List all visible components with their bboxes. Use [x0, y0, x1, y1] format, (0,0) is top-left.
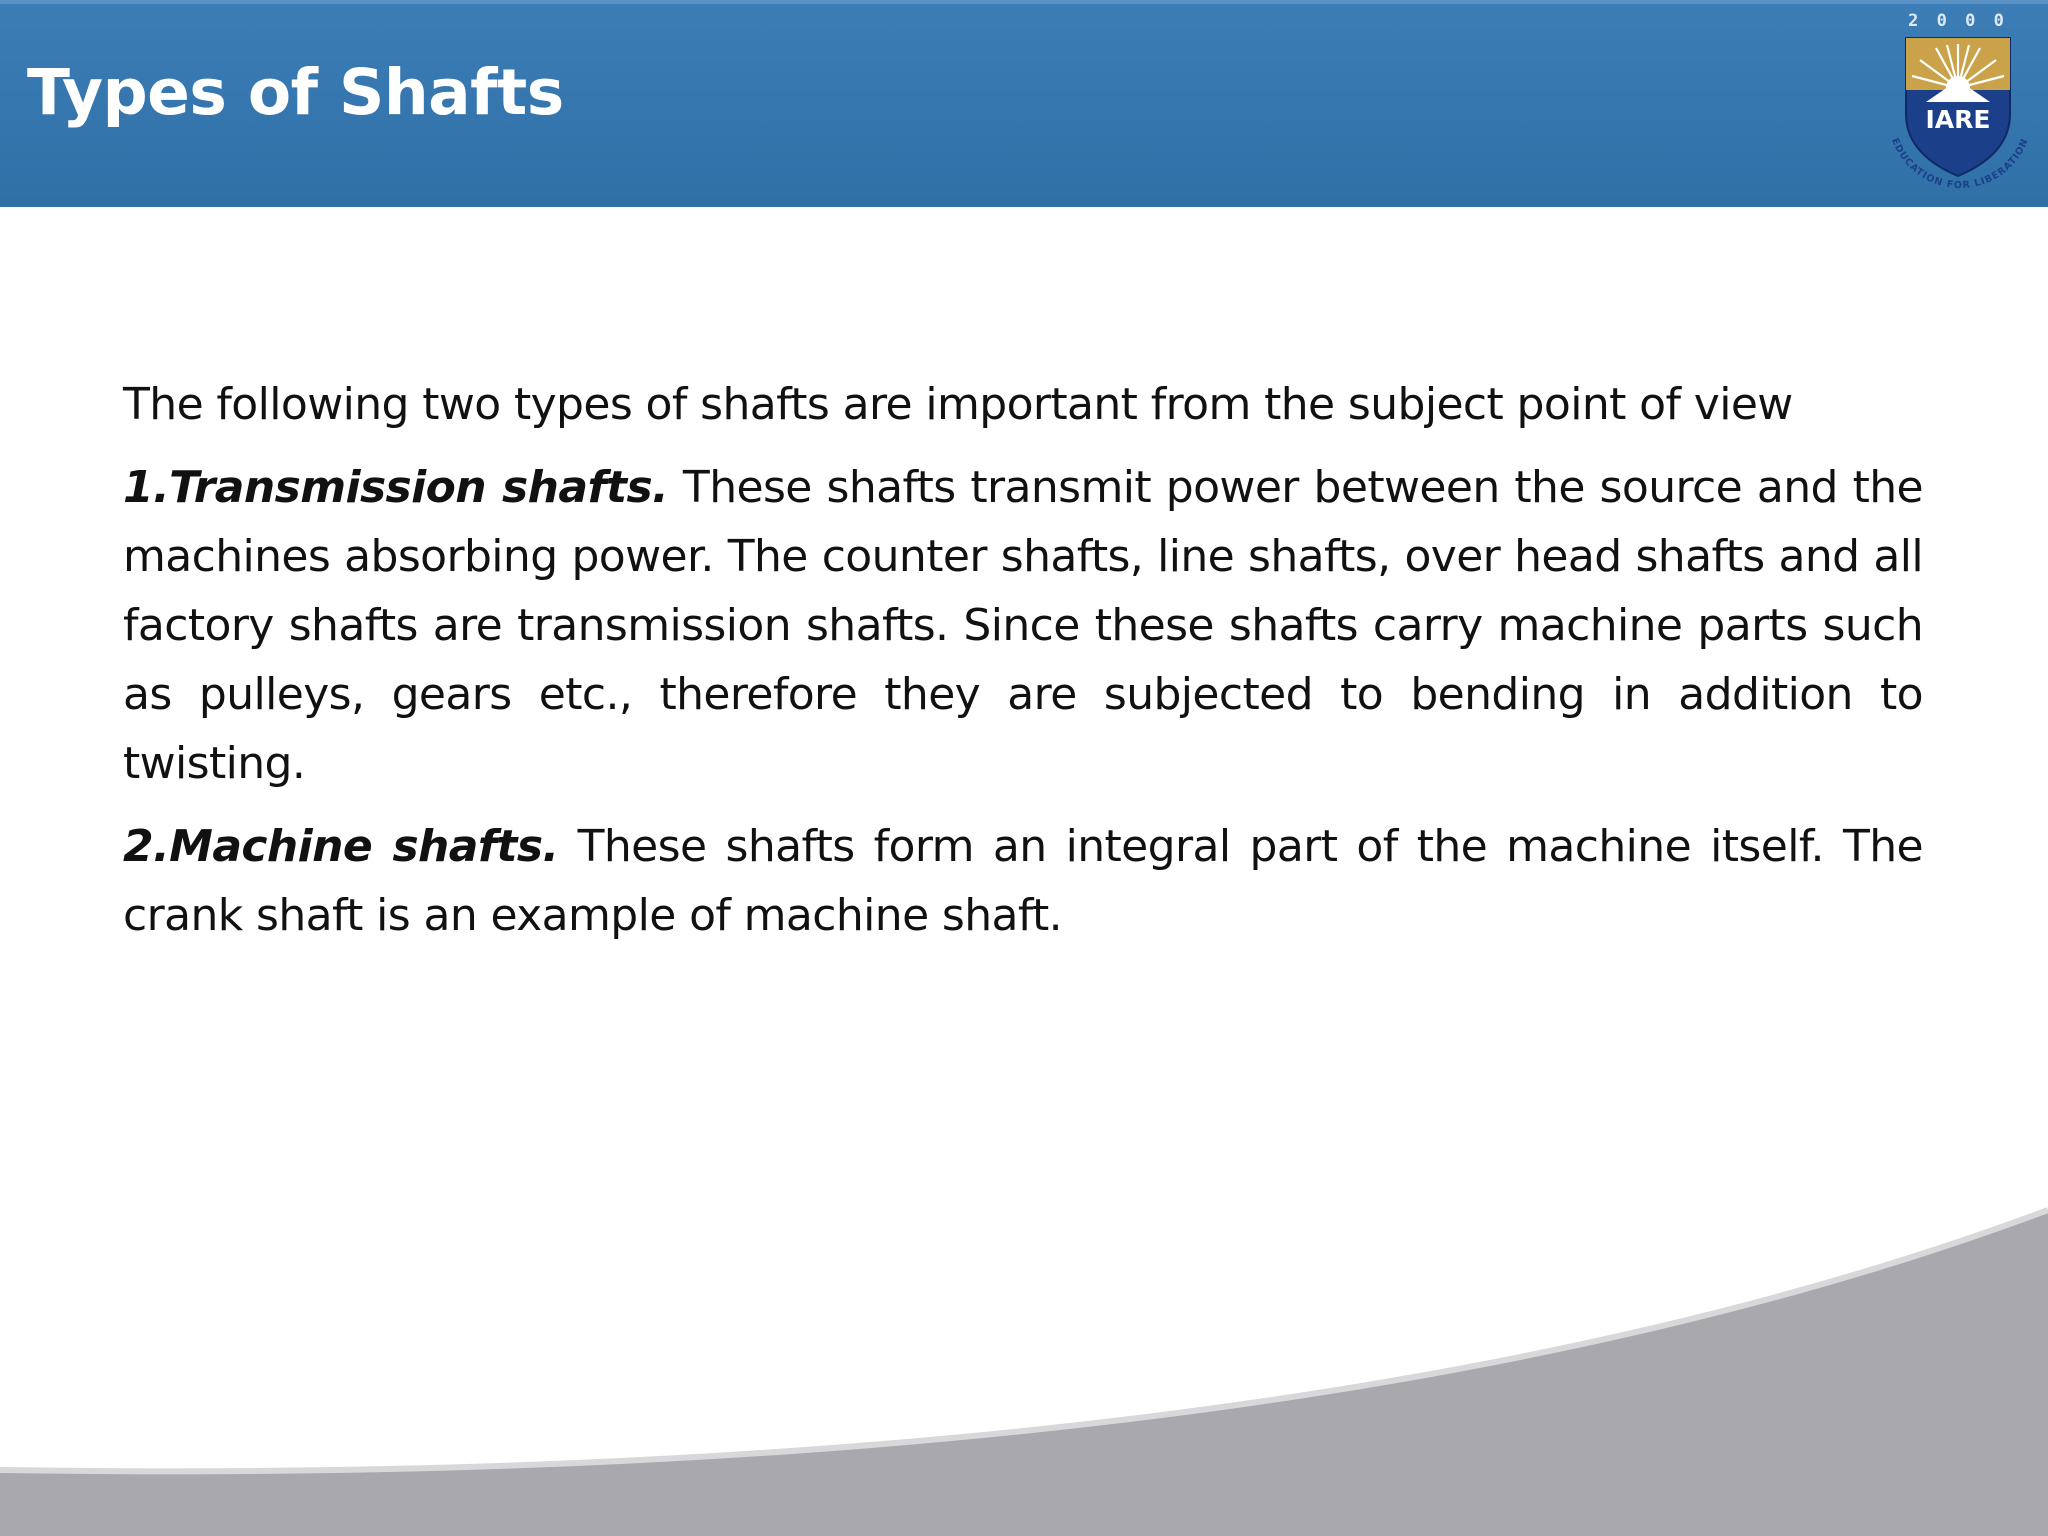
logo-motto: EDUCATION FOR LIBERATION: [1889, 136, 2031, 192]
slide-body: [123, 370, 1923, 964]
description-transmission-shafts: These shafts transmit power between the source and the machines absorbing power. The counter shafts, line shafts, over head shafts and all factory shafts are transmission shafts. Since these shafts carry machine parts such as pulleys, gears etc., therefore they are subjected to bending in addition to twisting.: [123, 462, 1924, 789]
logo-name: IARE: [1925, 105, 1991, 134]
iare-logo: [1870, 4, 2046, 204]
list-item-machine-shafts: [123, 812, 1923, 950]
description-machine-shafts: These shafts form an integral part of the machine itself. The crank shaft is an example of machine shaft.: [123, 821, 1923, 941]
slide-title: Types of Shafts: [27, 56, 564, 129]
term-transmission-shafts: 1.Transmission shafts.: [123, 462, 669, 513]
intro-text: The following two types of shafts are important from the subject point of view: [123, 379, 1793, 430]
header-bar: [0, 0, 2048, 207]
logo-year: 2 0 0 0: [1908, 11, 2008, 31]
term-machine-shafts: 2.Machine shafts.: [123, 821, 559, 872]
footer-swoosh: [0, 1190, 2048, 1536]
list-item-transmission-shafts: [123, 453, 1923, 798]
